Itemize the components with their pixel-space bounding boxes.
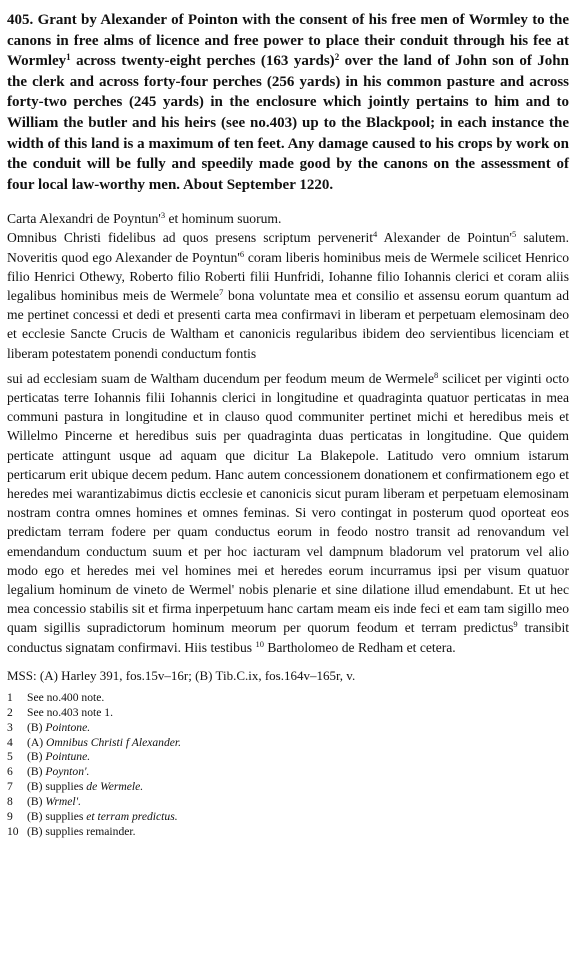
footnote-item bbox=[7, 810, 569, 825]
footnote-reference: 7 bbox=[219, 286, 224, 297]
footnote-number: 7 bbox=[7, 780, 13, 794]
footnote-text: See no.403 note 1. bbox=[27, 705, 113, 719]
footnote-item bbox=[7, 736, 569, 751]
footnote-text: (B) Pointone. bbox=[27, 720, 91, 734]
footnote-reference: 8 bbox=[434, 369, 439, 380]
footnote-number: 3 bbox=[7, 720, 13, 734]
footnote-number: 1 bbox=[7, 690, 13, 704]
document-page bbox=[7, 10, 569, 840]
footnote-item bbox=[7, 780, 569, 795]
footnote-text: (B) Wrmel'. bbox=[27, 795, 82, 809]
footnote-number: 4 bbox=[7, 735, 13, 749]
footnote-reference: 5 bbox=[511, 229, 517, 240]
footnote-text: See no.400 note. bbox=[27, 690, 105, 704]
footnote-text: (B) supplies et terram predictus. bbox=[27, 810, 178, 824]
footnote-number: 6 bbox=[7, 765, 13, 779]
footnote-reference: 3 bbox=[160, 210, 166, 221]
footnote-text: (B) Pointune. bbox=[27, 750, 91, 764]
footnote-item bbox=[7, 825, 569, 840]
footnotes bbox=[7, 691, 569, 840]
footnote-reference: 6 bbox=[239, 248, 245, 259]
entry-summary bbox=[7, 10, 569, 195]
footnote-item bbox=[7, 721, 569, 736]
footnote-item bbox=[7, 765, 569, 780]
footnote-reference: 2 bbox=[334, 52, 340, 63]
footnote-text: (B) supplies remainder. bbox=[27, 824, 136, 838]
footnote-item bbox=[7, 706, 569, 721]
footnote-number: 5 bbox=[7, 750, 13, 764]
footnote-text: (B) Poynton'. bbox=[27, 765, 90, 779]
entry-number: 405. bbox=[7, 12, 34, 28]
footnote-text: (A) Omnibus Christi f Alexander. bbox=[27, 735, 182, 749]
footnote-reference: 4 bbox=[373, 229, 378, 240]
entry-summary-text: Grant by Alexander of Pointon with the consent of his free men of Wormley to the canons in free alms of licence and free power to place their conduit through his fee at Wormley$^1$ across twenty-eight perches (163 yards)$^2$ over the land of John son of John the clerk and across forty-four perches (256 yards) in his common pasture and across forty-two perches (245 yards) in the enclosure which jointly pertains to him and to William the butler and his heirs (see no.403) up to the Blackpool; in each instance the width of this land is a maximum of ten feet. Any damage caused to his crops by work on the conduit will be fully and speedily made good by the canons on the assessment of four local law-worthy men. About September 1220. bbox=[7, 12, 570, 193]
footnote-number: 10 bbox=[7, 824, 19, 838]
footnote-reference: 10 bbox=[255, 638, 264, 649]
manuscript-sources: MSS: (A) Harley 391, fos.15v–16r; (B) Tib.C.ix, fos.164v–165r, v. bbox=[7, 667, 356, 683]
charter-title: Carta Alexandri de $Poyntun'^3$ et hominum suorum. bbox=[7, 210, 282, 227]
charter-text-part-1: Omnibus Christi fidelibus ad quos presens scriptum pervenerit$^4$ Alexander de $Pointun'^5$ salutem. Noveritis quod ego Alexander de $Poyntun'^6$ coram liberis hominibus meis de Wermele scilicet Henrico filio Henrici Othewy, Roberto filio Roberti filii Hunfridi, Iohanne filio Iohannis clerici et coram aliis legalibus hominibus meis de Wermele$^7$ bona voluntate mea et consilio et assensu eorum quantum ad me pertinet concessi et dedi et presenti carta mea confirmavi in liberam et perpetuam elemosinam deo et ecclesie Sancte Crucis de Waltham et canonicis regularibus ibidem deo servientibus licenciam et liberam potestatem ponendi conductum fontis bbox=[7, 229, 570, 361]
footnote-item bbox=[7, 795, 569, 810]
footnote-item bbox=[7, 691, 569, 706]
footnote-item bbox=[7, 750, 569, 765]
footnote-number: 9 bbox=[7, 810, 13, 824]
footnote-number: 8 bbox=[7, 795, 13, 809]
charter-text-part-2: sui ad ecclesiam suam de Waltham ducendum per feodum meum de Wermele$^8$ scilicet per viginti octo perticatas terre Iohannis filii Iohannis clerici in longitudine et quadraginta quatuor perticatas in mea communi pastura in longitudine et in clauso quod communiter pertinet michi et heredibus meis et Willelmo Pincerne et heredibus suis per quadraginta duas perticatas in longitudine. Que quidem perticate attingunt usque ad aquam que dicitur La Blakepole. Latitudo vero omnium istarum perticarum erit ubique decem pedum. Hanc autem concessionem donationem et confirmationem ego et heredes mei warantizabimus dictis ecclesie et canonicis sicut puram liberam et perpetuam elemosinam nostram contra omnes homines et omnes feminas. Si vero contingat in posterum quod oporteat eos predictam terram fodere per quam conductus eorum in feodo nostro transit ad renovandum vel emendandum conductum suum et per hoc iacturam vel dampnum bladorum vel pratorum vel alio modo ego et heredes mei vel homines mei et heredes eorum incurramus ipsi per visum quatuor legalium hominum de vineto de Wermel' nobis plenarie et sine dilatione illud emendabunt. Et ut hec mea concessio stabilis sit et firma inperpetuum hanc cartam meam eis inde feci et eam tam sigillo meo quam sigillis supradictorum hominum meorum per quorum feodum et terram predictus$^9$ transibit conductus signatam confirmavi. Hiis testibus $^{10}$ Bartholomeo de Redham et cetera. bbox=[7, 369, 569, 655]
footnote-reference: 9 bbox=[513, 619, 518, 630]
footnote-reference: 1 bbox=[66, 52, 71, 63]
footnote-text: (B) supplies de Wermele. bbox=[27, 780, 144, 794]
footnote-number: 2 bbox=[7, 705, 13, 719]
